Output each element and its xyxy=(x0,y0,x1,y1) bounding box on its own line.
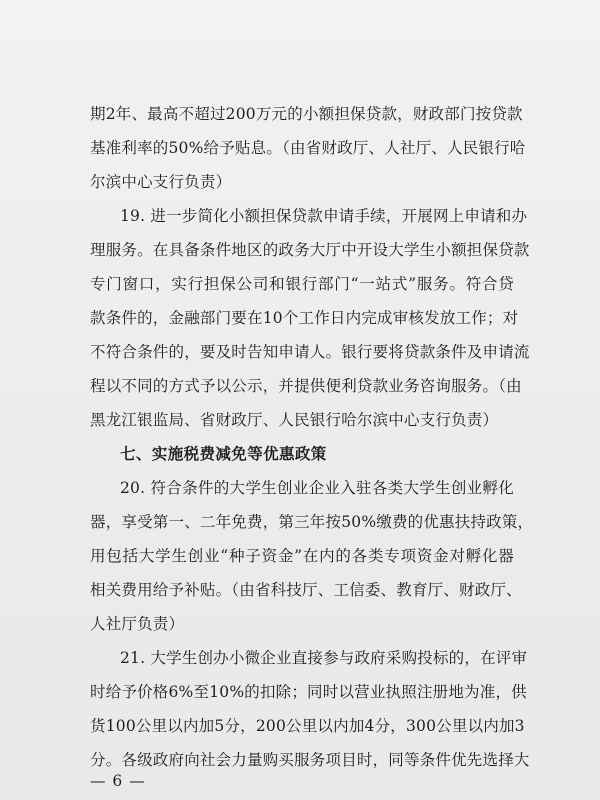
text-line: 黑龙江银监局、省财政厅、人民银行哈尔滨中心支行负责） xyxy=(90,411,499,429)
text-line: 用包括大学生创业“种子资金”在内的各类专项资金对孵化器 xyxy=(90,547,514,565)
text-line: 分。各级政府向社会力量购买服务项目时，同等条件优先选择大 xyxy=(90,751,530,769)
text-line: 理服务。在具备条件地区的政务大厅中开设大学生小额担保贷款 xyxy=(90,241,530,259)
paragraph-21-first-line: 21. 大学生创办小微企业直接参与政府采购投标的，在评审 xyxy=(120,649,528,667)
text-line: 程以不同的方式予以公示，并提供便利贷款业务咨询服务。（由 xyxy=(90,377,522,395)
text-line: 时给予价格6%至10%的扣除；同时以营业执照注册地为准，供 xyxy=(90,683,527,701)
text-line: 款条件的，金融部门要在10个工作日内完成审核发放工作；对 xyxy=(90,309,519,327)
text-line: 期2年、最高不超过200万元的小额担保贷款，财政部门按贷款 xyxy=(90,105,523,123)
text-line: 基准利率的50%给予贴息。（由省财政厅、人社厅、人民银行哈 xyxy=(90,139,526,157)
section-heading: 七、实施税费减免等优惠政策 xyxy=(120,445,327,463)
text-line: 相关费用给予补贴。（由省科技厅、工信委、教育厅、财政厅、 xyxy=(90,581,522,599)
paragraph-19-first-line: 19. 进一步简化小额担保贷款申请手续，开展网上申请和办 xyxy=(120,207,528,225)
paragraph-20-first-line: 20. 符合条件的大学生创业企业入驻各类大学生创业孵化 xyxy=(120,479,514,497)
text-line: 货100公里以内加5分，200公里以内加4分，300公里以内加3 xyxy=(90,717,525,735)
text-line: 尔滨中心支行负责） xyxy=(90,173,232,191)
text-line: 器，享受第一、二年免费，第三年按50%缴费的优惠扶持政策， xyxy=(90,513,534,531)
text-line: 人社厅负责） xyxy=(90,615,185,633)
text-line: 不符合条件的，要及时告知申请人。银行要将贷款条件及申请流 xyxy=(90,343,530,361)
text-line: 专门窗口，实行担保公司和银行部门“一站式”服务。符合贷 xyxy=(90,275,514,293)
page-number: — 6 — xyxy=(90,772,146,790)
